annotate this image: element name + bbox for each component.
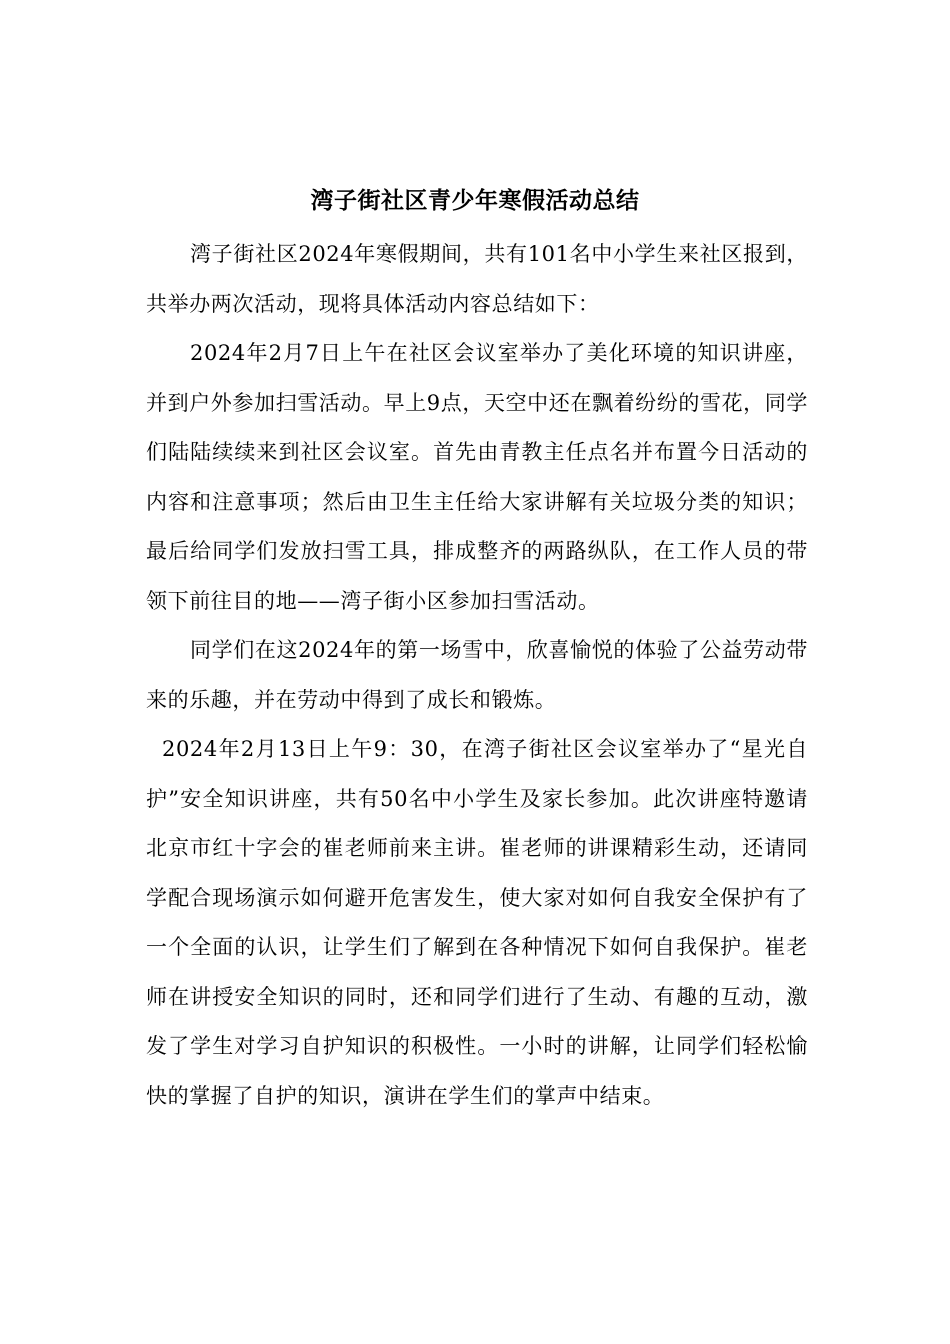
document-title: 湾子街社区青少年寒假活动总结 bbox=[310, 187, 640, 214]
paragraph-safety-lecture: 2024年2月13日上午9：30，在湾子街社区会议室举办了“星光自护”安全知识讲座，共有50名中小学生及家长参加。此次讲座特邀请北京市红十字会的崔老师前来主讲。崔老师的讲课精彩生动，还请同学配合现场演示如何避开危害发生，使大家对如何自我安全保护有了一个全面的认识，让学生们了解到在各种情况下如何自我保护。崔老师在讲授安全知识的同时，还和同学们进行了生动、有趣的互动，激发了学生对学习自护知识的积极性。一小时的讲解，让同学们轻松愉快的掌握了自护的知识，演讲在学生们的掌声中结束。 bbox=[146, 737, 808, 1108]
document-body bbox=[146, 230, 808, 1121]
paragraph-snow-reflection: 同学们在这2024年的第一场雪中，欣喜愉悦的体验了公益劳动带来的乐趣，并在劳动中得到了成长和锻炼。 bbox=[146, 638, 808, 712]
paragraph-intro: 湾子街社区2024年寒假期间，共有101名中小学生来社区报到，共举办两次活动，现将具体活动内容总结如下： bbox=[146, 242, 808, 316]
paragraph-snow-activity: 2024年2月7日上午在社区会议室举办了美化环境的知识讲座，并到户外参加扫雪活动。早上9点，天空中还在飘着纷纷的雪花，同学们陆陆续续来到社区会议室。首先由青教主任点名并布置今日活动的内容和注意事项；然后由卫生主任给大家讲解有关垃圾分类的知识；最后给同学们发放扫雪工具，排成整齐的两路纵队，在工作人员的带领下前往目的地——湾子街小区参加扫雪活动。 bbox=[146, 341, 808, 613]
